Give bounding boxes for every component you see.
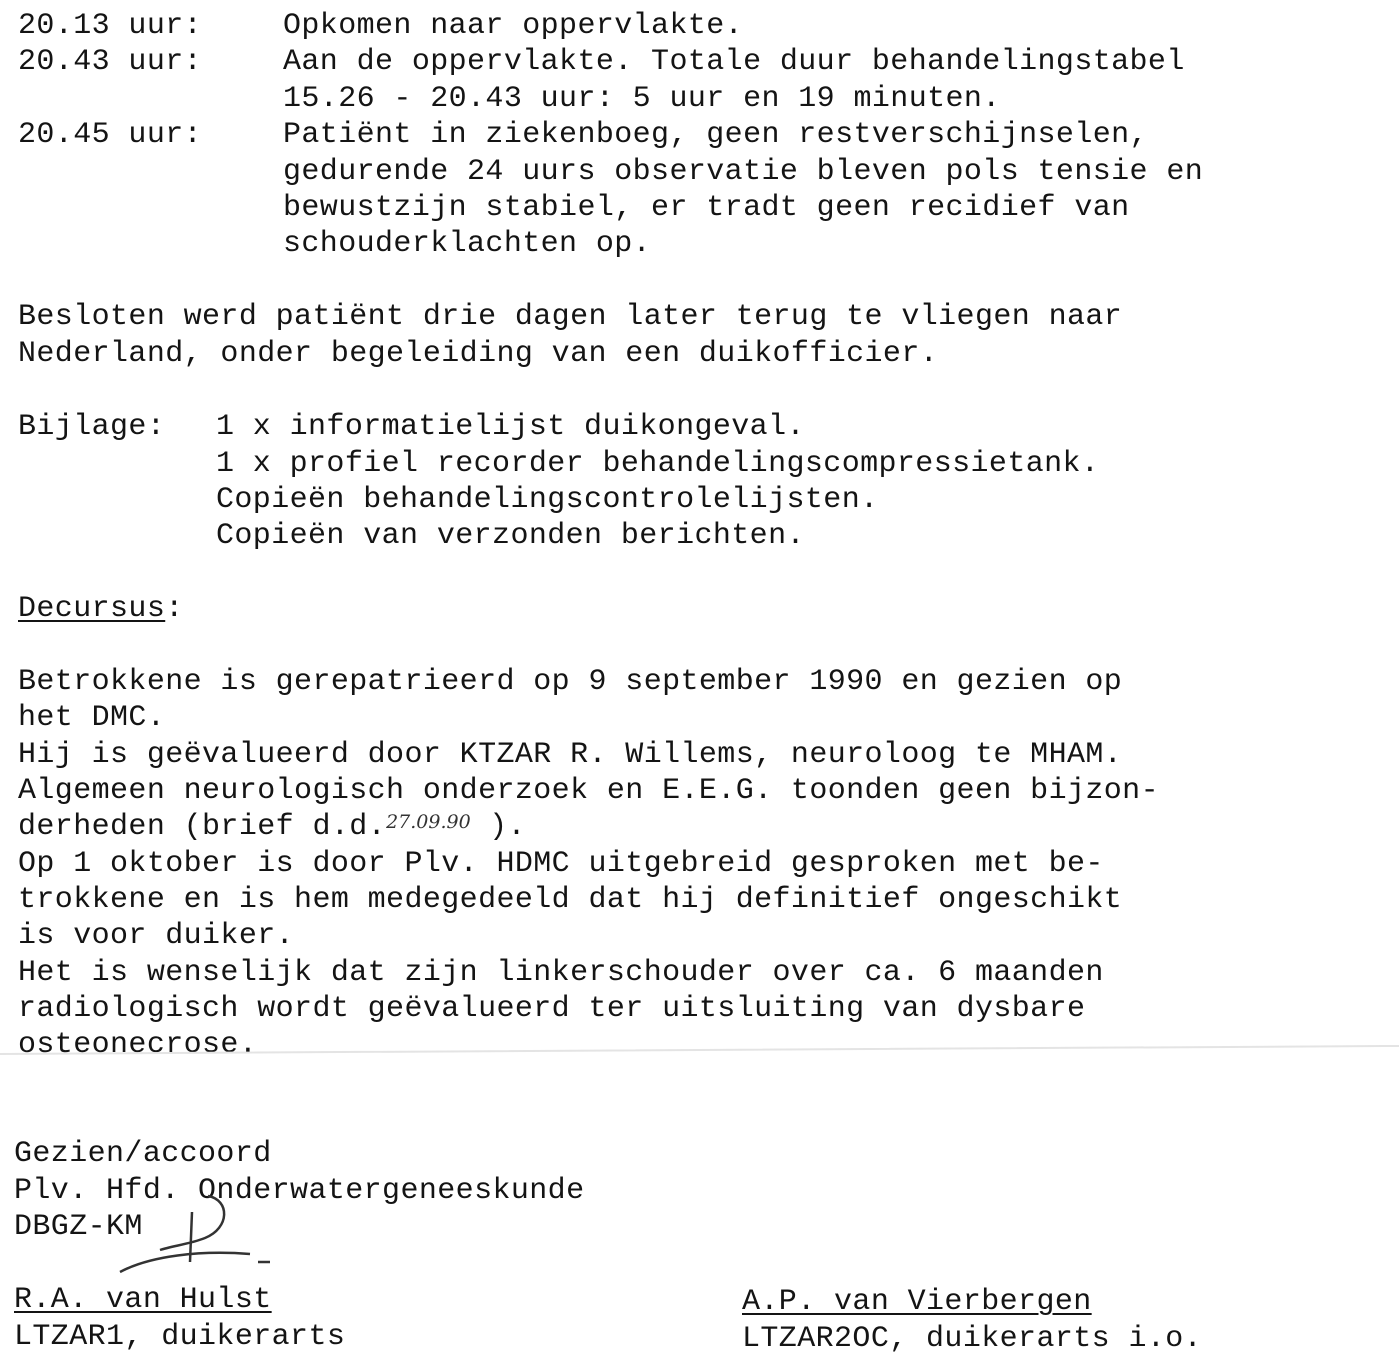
decursus-line-8: is voor duiker.: [18, 919, 295, 953]
decursus-line-7: trokkene en is hem medegedeeld dat hij definitief ongeschikt: [18, 883, 1123, 917]
time-entry-2-text-2: 15.26 - 20.43 uur: 5 uur en 19 minuten.: [283, 82, 1001, 116]
decursus-line-1: Betrokkene is gerepatrieerd op 9 september 1990 en gezien op: [18, 665, 1123, 699]
attachment-item-4: Copieën van verzonden berichten.: [216, 519, 805, 553]
decursus-line-5-text: derheden (brief d.d.: [18, 810, 387, 844]
time-entry-2: 20.43 uur:: [18, 45, 203, 79]
decursus-line-11: osteonecrose.: [18, 1028, 258, 1053]
time-entry-3: 20.45 uur:: [18, 118, 203, 152]
decursus-heading-colon: :: [165, 592, 184, 626]
signatory-2-title: LTZAR2OC, duikerarts i.o.: [742, 1322, 1203, 1356]
time-entry-3-text-3: bewustzijn stabiel, er tradt geen recidief van: [283, 191, 1130, 225]
decursus-line-5-suffix: ).: [470, 810, 526, 844]
time-entry-1: 20.13 uur:: [18, 9, 203, 43]
decursus-line-10: radiologisch wordt geëvalueerd ter uitsluiting van dysbare: [18, 992, 1086, 1026]
approval-line-3: DBGZ-KM: [14, 1210, 143, 1244]
signatory-1-title: LTZAR1, duikerarts: [14, 1320, 346, 1354]
decursus-line-4: Algemeen neurologisch onderzoek en E.E.G. toonden geen bijzon-: [18, 774, 1159, 808]
time-entry-3-text-1: Patiënt in ziekenboeg, geen restverschijnselen,: [283, 118, 1148, 152]
time-entry-1-text: Opkomen naar oppervlakte.: [283, 9, 744, 43]
signatory-1-name: R.A. van Hulst: [14, 1283, 272, 1317]
decursus-line-9: Het is wenselijk dat zijn linkerschouder over ca. 6 maanden: [18, 956, 1104, 990]
attachment-item-2: 1 x profiel recorder behandelingscompressietank.: [216, 447, 1100, 481]
decursus-heading-text: Decursus: [18, 592, 166, 626]
attachment-item-1: 1 x informatielijst duikongeval.: [216, 410, 805, 444]
approval-line-1: Gezien/accoord: [14, 1137, 272, 1171]
time-entry-3-text-4: schouderklachten op.: [283, 227, 652, 261]
decursus-line-3: Hij is geëvalueerd door KTZAR R. Willems, neuroloog te MHAM.: [18, 738, 1123, 772]
handwritten-date: 27.09.90: [386, 811, 471, 833]
decursus-line-6: Op 1 oktober is door Plv. HDMC uitgebreid gesproken met be-: [18, 847, 1104, 881]
decision-line-1: Besloten werd patiënt drie dagen later terug te vliegen naar: [18, 300, 1123, 334]
decision-line-2: Nederland, onder begeleiding van een duikofficier.: [18, 337, 939, 371]
attachment-item-3: Copieën behandelingscontrolelijsten.: [216, 483, 879, 517]
decursus-heading: [18, 591, 184, 628]
approval-line-2: Plv. Hfd. Onderwatergeneeskunde: [14, 1174, 585, 1208]
attachments-label: Bijlage:: [18, 410, 166, 444]
signatory-2-name: A.P. van Vierbergen: [742, 1285, 1092, 1319]
time-entry-2-text-1: Aan de oppervlakte. Totale duur behandelingstabel: [283, 45, 1185, 79]
time-entry-3-text-2: gedurende 24 uurs observatie bleven pols tensie en: [283, 155, 1204, 189]
decursus-line-5: [18, 809, 526, 847]
decursus-line-2: het DMC.: [18, 701, 166, 735]
